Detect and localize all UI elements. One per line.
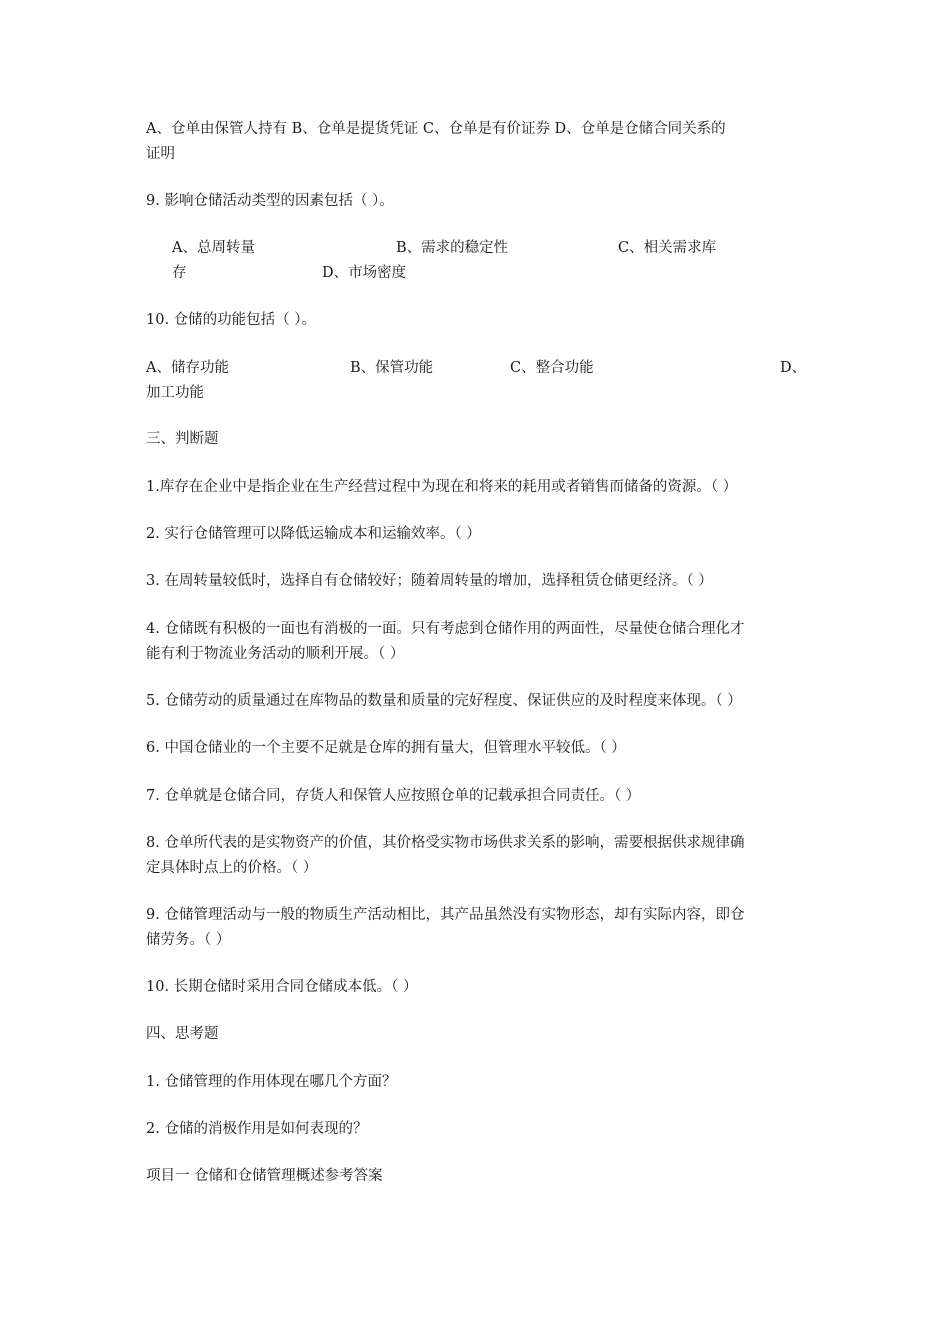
tf-item-8-line-2: 定具体时点上的价格。（ ） bbox=[146, 860, 318, 876]
q10-option-a: A、储存功能 bbox=[146, 360, 229, 376]
q10-option-c: C、整合功能 bbox=[510, 360, 594, 376]
q9-option-a: A、总周转量 bbox=[172, 240, 255, 256]
q9-option-c: C、相关需求库 bbox=[618, 240, 717, 256]
tf-item-4-line-1: 4. 仓储既有积极的一面也有消极的一面。只有考虑到仓储作用的两面性，尽量使仓储合理化才 bbox=[146, 621, 745, 637]
tf-item-2: 2. 实行仓储管理可以降低运输成本和运输效率。（ ） bbox=[146, 526, 481, 542]
q10-stem: 10. 仓储的功能包括（ ）。 bbox=[146, 312, 317, 328]
tf-item-9-line-1: 9. 仓储管理活动与一般的物质生产活动相比，其产品虽然没有实物形态，却有实际内容，即仓 bbox=[146, 907, 745, 923]
section-3-title: 三、判断题 bbox=[146, 431, 219, 447]
tf-item-10: 10. 长期仓储时采用合同仓储成本低。（ ） bbox=[146, 979, 418, 995]
tf-item-5: 5. 仓储劳动的质量通过在库物品的数量和质量的完好程度、保证供应的及时程度来体现。（ ） bbox=[146, 693, 742, 709]
section-4-title: 四、思考题 bbox=[146, 1026, 219, 1042]
q10-option-b: B、保管功能 bbox=[350, 360, 434, 376]
q9-option-c-continued: 存 bbox=[172, 265, 187, 281]
q8-options-line-1: A、仓单由保管人持有 B、仓单是提货凭证 C、仓单是有价证券 D、仓单是仓储合同关系的 bbox=[146, 121, 726, 137]
tf-item-9-line-2: 储劳务。（ ） bbox=[146, 932, 231, 948]
q9-option-d: D、市场密度 bbox=[322, 265, 407, 281]
q8-options-line-2: 证明 bbox=[146, 146, 175, 162]
q9-option-b: B、需求的稳定性 bbox=[396, 240, 509, 256]
discussion-item-2: 2. 仓储的消极作用是如何表现的？ bbox=[146, 1121, 368, 1137]
tf-item-6: 6. 中国仓储业的一个主要不足就是仓库的拥有量大，但管理水平较低。（ ） bbox=[146, 740, 626, 756]
tf-item-7: 7. 仓单就是仓储合同，存货人和保管人应按照仓单的记载承担合同责任。（ ） bbox=[146, 788, 641, 804]
answer-heading: 项目一 仓储和仓储管理概述参考答案 bbox=[146, 1168, 383, 1184]
tf-item-8-line-1: 8. 仓单所代表的是实物资产的价值，其价格受实物市场供求关系的影响，需要根据供求规律确 bbox=[146, 835, 745, 851]
discussion-item-1: 1. 仓储管理的作用体现在哪几个方面？ bbox=[146, 1074, 397, 1090]
q10-option-d: D、 bbox=[780, 360, 807, 376]
q10-option-d-continued: 加工功能 bbox=[146, 385, 204, 401]
q9-stem: 9. 影响仓储活动类型的因素包括（ ）。 bbox=[146, 193, 394, 209]
tf-item-3: 3. 在周转量较低时，选择自有仓储较好；随着周转量的增加，选择租赁仓储更经济。（ ） bbox=[146, 573, 713, 589]
tf-item-4-line-2: 能有利于物流业务活动的顺利开展。（ ） bbox=[146, 646, 405, 662]
tf-item-1: 1.库存在企业中是指企业在生产经营过程中为现在和将来的耗用或者销售而储备的资源。（ ） bbox=[146, 479, 738, 495]
